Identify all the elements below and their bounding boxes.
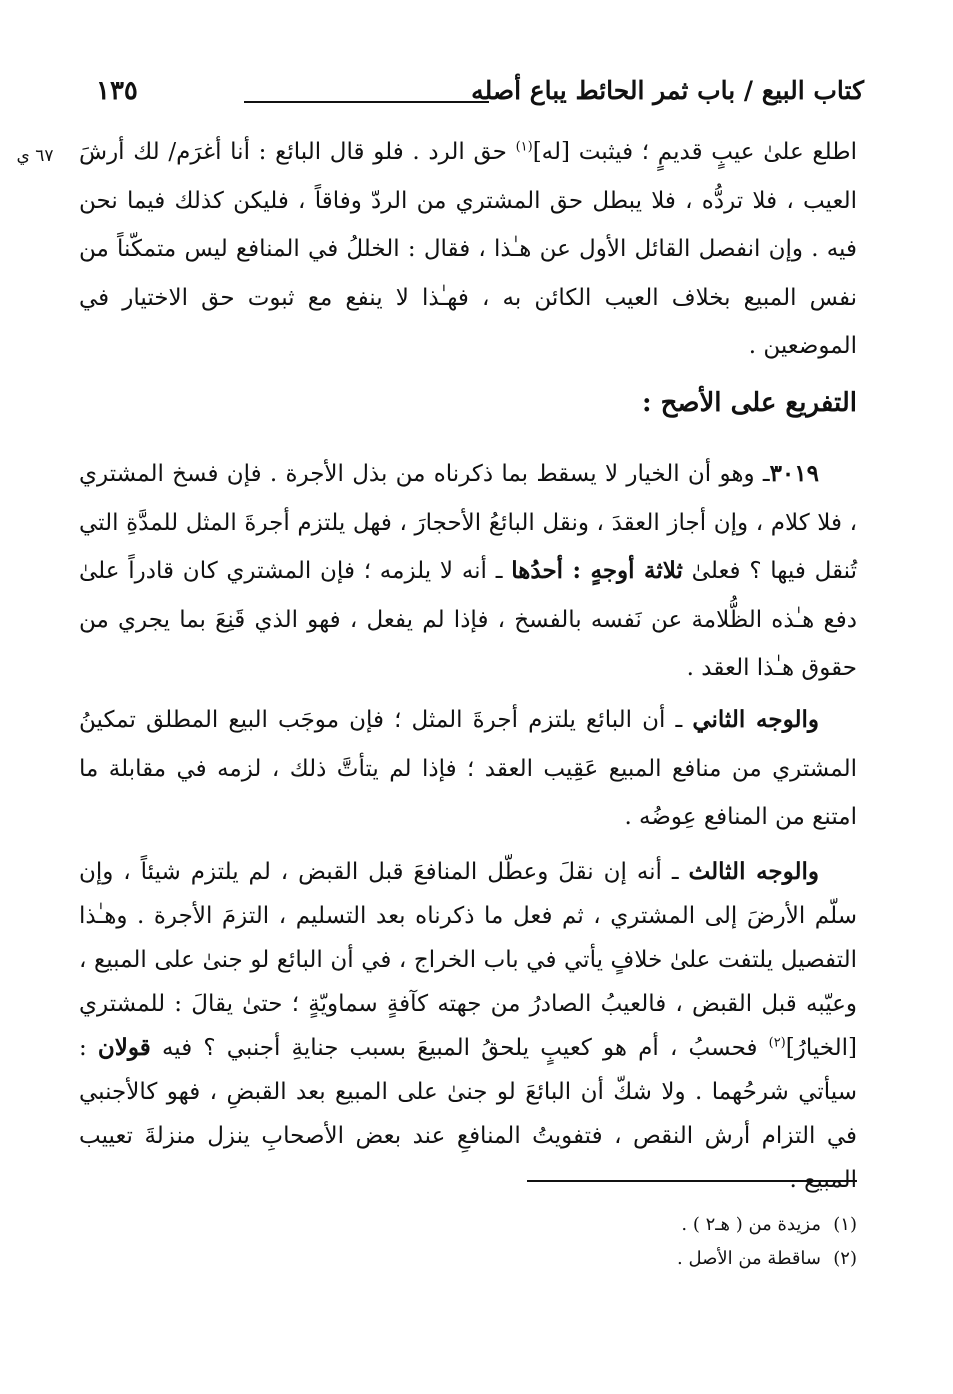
paragraph-3-text: ـ أن البائع يلتزم أجرةَ المثل ؛ فإن موجَب البيع المطلق تمكينُ المشتري من منافع المبيع عَقِيب العقد ؛ فإذا لم يتأتَّ ذلك ، لزمه في مقابلة ما امتنع من المنافع عِوضُه . xyxy=(79,707,857,830)
paragraph-4-text-b: فحسبُ ، أم هو كعيبٍ يلحقُ المبيعَ بسبب جنايةِ أجنبي ؟ فيه xyxy=(150,1035,769,1061)
footnote-1-number: (١) xyxy=(833,1214,857,1235)
running-header xyxy=(96,76,864,116)
footnote-1 xyxy=(357,1208,857,1242)
footnote-1-text: مزيدة من ( هـ٢ ) . xyxy=(681,1214,821,1235)
header-title: كتاب البيع / باب ثمر الحائط يباع أصله xyxy=(471,76,864,105)
paragraph-2-text-b: ـ أنه لا يلزمه ؛ فإن المشتري كان قادراً علىٰ دفع هـٰذه الظُّلامة عن نَفسه بالفسخ ، فإذا لم يفعل ، فهو الذي قَنِعَ بما يجري من حقوق هـٰذا العقد . xyxy=(79,558,857,681)
paragraph-3 xyxy=(79,696,857,842)
margin-reference: ٦٧ ي xyxy=(16,146,54,166)
paragraph-1-text-b: حق الرد . فلو قال البائع : أنا أغرَم/ لك أرشَ العيب ، فلا تردُّه ، فلا يبطل حق المشتري من الردّ وفاقاً ، فليكن كذلك فيما نحن فيه . وإن انفصل القائل الأول عن هـٰذا ، فقال : الخللُ في المنافع ليس متمكّناً من نفس المبيع بخلاف العيب الكائن به ، فهـٰذا لا ينفع مع ثبوت حق الاختيار في الموضعين . xyxy=(79,139,857,359)
paragraph-4 xyxy=(79,850,857,1202)
section-heading: التفريع على الأصح : xyxy=(641,388,857,418)
paragraph-4-text-a: ـ أنه إن نقلَ وعطّل المنافعَ قبل القبض ، لم يلتزم شيئاً ، وإن سلّم الأرضَ إلى المشتري ، ثم فعل ما ذكرناه بعد التسليم ، التزمَ الأجرة . وهـٰذا التفصيل يلتفت علىٰ خلافٍ يأتي في باب الخراج ، في أن البائع لو جنىٰ على المبيع ، وعيّبه قبل القبض ، فالعيبُ الصادرُ من جهته كآفةٍ سماويّةٍ ؛ حتىٰ يقالَ : للمشتري [الخيارُ] xyxy=(79,859,857,1061)
footnote-separator xyxy=(527,1180,857,1182)
paragraph-2-bold: ثلاثة أوجهٍ : أحدُها xyxy=(511,557,683,584)
footnote-2 xyxy=(357,1242,857,1276)
paragraph-4-text-c: : سيأتي شرحُهما . ولا شكّ أن البائعَ لو جنىٰ على المبيع بعد القبضِ ، فهو كالأجنبي في التزام أرش النقص ، فتفويتُ المنافعِ عند بعض الأصحابِ ينزل منزلةَ تعييب المبيع . xyxy=(79,1035,857,1193)
paragraph-4-bold: والوجه الثالث xyxy=(688,858,820,885)
paragraph-2-text-a: ـ وهو أن الخيار لا يسقط بما ذكرناه من بذل الأجرة . فإن فسخ المشتري ، فلا كلام ، وإن أجاز العقدَ ، ونقل البائعُ الأحجارَ ، فهل يلتزم أجرةَ المثل للمدَّةِ التي تُنقل فيها ؟ فعلىٰ xyxy=(79,461,858,584)
paragraph-4-bold-2: قولان xyxy=(97,1034,151,1061)
paragraph-3-bold: والوجه الثاني xyxy=(692,706,819,733)
footnotes xyxy=(357,1208,857,1276)
paragraph-1-text-a: اطلع علىٰ عيبٍ قديمٍ ؛ فيثبت [له] xyxy=(532,139,857,165)
paragraph-2 xyxy=(79,450,857,693)
header-rule xyxy=(244,101,489,103)
issue-number: ٣٠١٩ xyxy=(769,460,819,487)
footnote-2-text: ساقطة من الأصل . xyxy=(677,1248,821,1269)
footnote-marker-2: (٢) xyxy=(768,1035,786,1051)
paragraph-1 xyxy=(79,128,857,371)
footnote-2-number: (٢) xyxy=(833,1248,857,1269)
page-number: ١٣٥ xyxy=(96,76,138,106)
footnote-marker-1: (١) xyxy=(515,139,533,155)
